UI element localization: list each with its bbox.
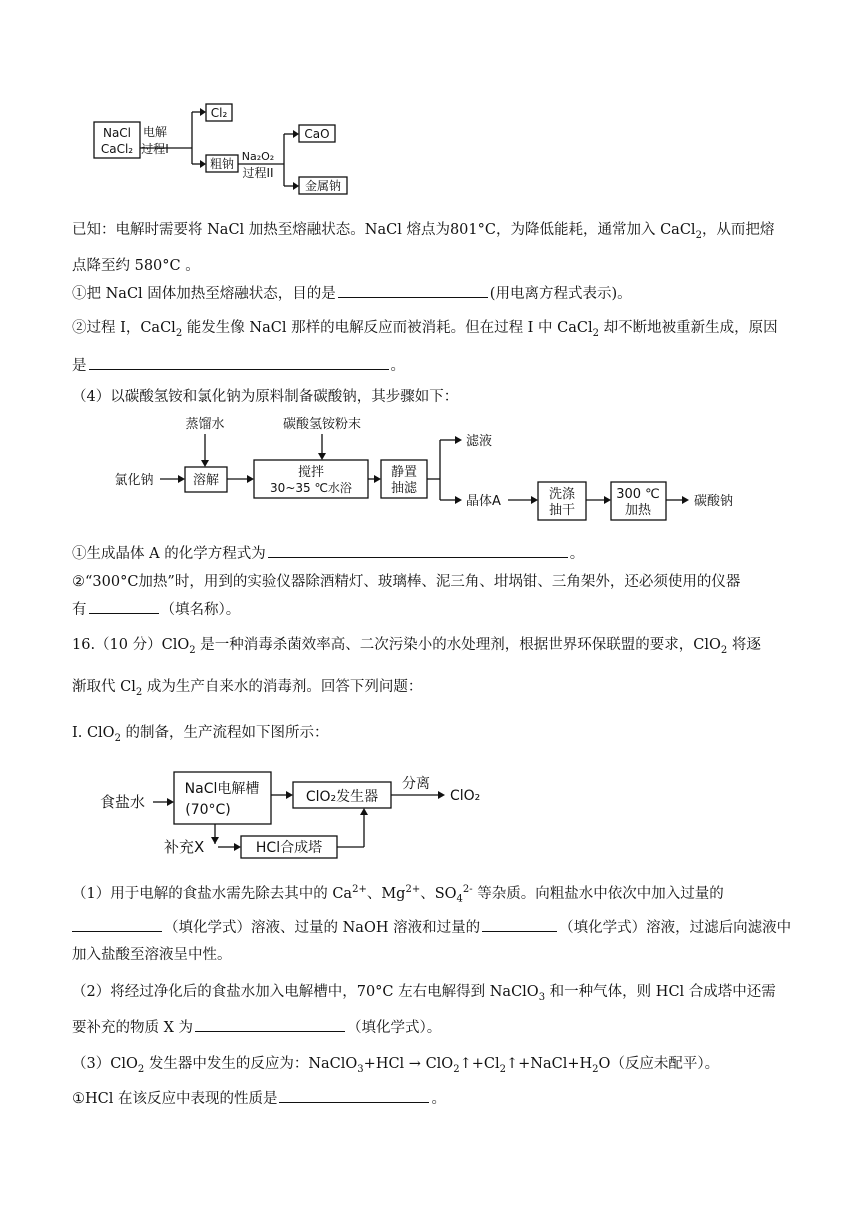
d2-powder: 碳酸氢铵粉末 [282,417,362,432]
sub-question-2: （2）将经过净化后的食盐水加入电解槽中，70°C 左右电解得到 NaClO$_3$ 和一种气体，则 HCl 合成塔中还需 [72,984,776,1003]
d2-wash: 洗涤 [548,487,576,502]
d2-water: 蒸馏水 [185,417,225,432]
sodium-carbonate-flowchart [100,412,760,528]
answer-blank[interactable] [89,355,389,370]
d3-cell: NaCl电解槽 [184,781,260,797]
d1-step1-top: 电解 [142,125,168,139]
d3-separate: 分离 [402,776,430,792]
answer-blank[interactable] [89,599,159,614]
d1-cacl2: CaCl₂ [100,142,134,156]
known-line1: 已知：电解时需要将 NaCl 加热至熔融状态。NaCl 熔点为801°C，为降低能耗，通常加入 CaCl$_2$，从而把熔 [72,222,775,241]
d3-supply: 补充X [164,838,205,856]
d1-crude-na: 粗钠 [209,157,235,171]
sub-question-1-line3: 加入盐酸至溶液呈中性。 [72,947,232,963]
d1-metal-na: 金属钠 [304,179,342,193]
answer-blank[interactable] [268,543,568,558]
d2-filter: 抽滤 [390,481,418,496]
electrolysis-diagram [88,98,368,198]
d1-step1-bottom: 过程I [141,142,169,156]
question-2: ②过程 I，CaCl$_2$ 能发生像 NaCl 那样的电解反应而被消耗。但在过程 I 中 CaCl$_2$ 却不断地被重新生成，原因 [72,320,778,339]
d3-brine: 食盐水 [100,793,146,811]
answer-blank[interactable] [279,1088,429,1103]
d1-step2-bottom: 过程II [242,166,274,180]
question-16-line2: 渐取代 $Cl_2$ 成为生产自来水的消毒剂。回答下列问题： [72,679,423,698]
d2-stir: 搅拌 [297,465,325,480]
d3-temp: (70°C) [185,802,231,818]
d2-nacl: 氯化钠 [114,473,154,488]
answer-blank[interactable] [482,917,557,932]
question-4-1: ①生成晶体 A 的化学方程式为 。 [72,543,790,565]
d2-filtrate: 滤液 [466,434,493,449]
answer-blank[interactable] [338,283,488,298]
answer-blank[interactable] [195,1017,345,1032]
d1-cl2: Cl₂ [210,106,228,120]
question-4-2: ②“300°C加热”时，用到的实验仪器除酒精灯、玻璃棒、泥三角、坩埚钳、三角架外，还必须使用的仪器 [72,574,741,590]
d1-nacl: NaCl [102,126,132,140]
d2-dissolve: 溶解 [192,473,220,488]
part-I-title: I. ClO$_2$ 的制备，生产流程如下图所示： [72,725,329,744]
d3-tower: HCl合成塔 [255,840,323,856]
sub-question-3: （3）ClO$_2$ 发生器中发生的反应为：NaClO$_3$+HCl → $ClO_2↑+Cl_2↑+NaCl+H_2O$（反应未配平）。 [72,1056,720,1075]
d1-cao: CaO [304,127,330,141]
answer-blank[interactable] [72,917,162,932]
sub-question-3-1: ①HCl 在该反应中表现的性质是 。 [72,1088,790,1110]
question-1: ①把 NaCl 固体加热至熔融状态，目的是 (用电离方程式表示)。 [72,283,790,305]
clo2-production-flowchart [98,764,518,864]
sub-question-2-line2: 要补充的物质 X 为 （填化学式）。 [72,1017,790,1039]
d3-generator: ClO₂发生器 [305,789,379,805]
d2-product: 碳酸钠 [694,494,734,509]
d2-heat: 加热 [624,503,652,518]
d2-dry: 抽干 [548,503,576,518]
part-4-title: （4）以碳酸氢铵和氯化钠为原料制备碳酸钠，其步骤如下： [72,389,459,405]
d2-temp: 300 ℃ [616,487,660,502]
d1-step2-top: Na₂O₂ [241,150,275,163]
question-4-2-line2: 有 （填名称）。 [72,599,790,621]
question-2-line2: 是 。 [72,355,790,377]
known-line2: 点降至约 580°C 。 [72,258,200,274]
sub-question-1-line2: （填化学式）溶液、过量的 NaOH 溶液和过量的 （填化学式）溶液，过滤后向滤液中 [72,917,790,939]
d2-crystal: 晶体A [466,494,501,509]
d3-product: ClO₂ [450,788,481,804]
d2-water-bath: 30~35 ℃水浴 [270,481,352,495]
question-16: 16.（10 分）ClO$_2$ 是一种消毒杀菌效率高、二次污染小的水处理剂，根据世界环保联盟的要求，ClO$_2$ 将逐 [72,637,761,656]
d2-settle: 静置 [390,465,418,480]
sub-question-1: （1）用于电解的食盐水需先除去其中的 $Ca^{2+}$、$Mg^{2+}$、$SO_4^{2-}$ 等杂质。向粗盐水中依次中加入过量的 [72,884,724,905]
